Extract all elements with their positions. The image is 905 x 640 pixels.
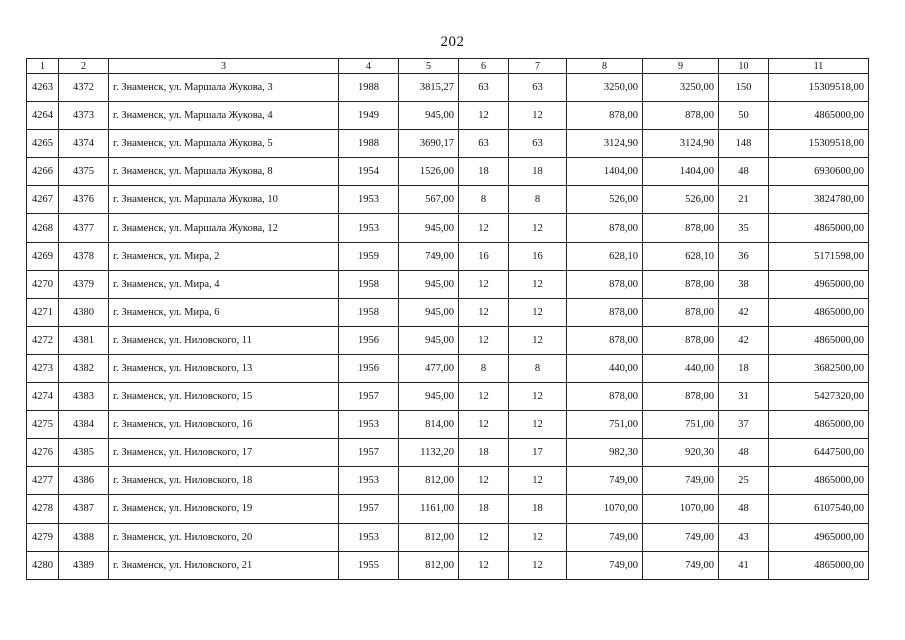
table-cell-col-10: 42 <box>719 326 769 354</box>
table-cell-col-6: 12 <box>459 383 509 411</box>
table-cell-col-4: 1949 <box>339 102 399 130</box>
table-cell-col-1: 4274 <box>27 383 59 411</box>
table-cell-col-9: 526,00 <box>643 186 719 214</box>
table-cell-col-9: 878,00 <box>643 298 719 326</box>
table-cell-col-7: 12 <box>509 102 567 130</box>
table-cell-col-5: 749,00 <box>399 242 459 270</box>
table-cell-col-5: 945,00 <box>399 102 459 130</box>
table-cell-col-8: 878,00 <box>567 214 643 242</box>
table-row <box>27 326 869 354</box>
table-cell-col-2: 4387 <box>59 495 109 523</box>
table-row <box>27 186 869 214</box>
table-cell-col-5: 477,00 <box>399 354 459 382</box>
table-cell-col-1: 4268 <box>27 214 59 242</box>
table-cell-col-1: 4272 <box>27 326 59 354</box>
table-cell-col-10: 36 <box>719 242 769 270</box>
table-cell-col-1: 4278 <box>27 495 59 523</box>
table-cell-col-10: 35 <box>719 214 769 242</box>
table-cell-col-3: г. Знаменск, ул. Маршала Жукова, 10 <box>109 186 339 214</box>
table-cell-col-10: 150 <box>719 74 769 102</box>
table-cell-col-4: 1958 <box>339 270 399 298</box>
table-cell-col-2: 4373 <box>59 102 109 130</box>
housing-registry-table <box>26 58 869 580</box>
table-cell-col-11: 4865000,00 <box>769 102 869 130</box>
table-cell-col-2: 4383 <box>59 383 109 411</box>
table-cell-col-5: 945,00 <box>399 298 459 326</box>
table-cell-col-4: 1957 <box>339 439 399 467</box>
table-cell-col-10: 37 <box>719 411 769 439</box>
table-cell-col-1: 4279 <box>27 523 59 551</box>
table-cell-col-2: 4388 <box>59 523 109 551</box>
table-cell-col-8: 3124,90 <box>567 130 643 158</box>
table-cell-col-4: 1953 <box>339 186 399 214</box>
table-cell-col-4: 1955 <box>339 551 399 579</box>
table-cell-col-10: 38 <box>719 270 769 298</box>
table-cell-col-8: 878,00 <box>567 298 643 326</box>
table-row <box>27 495 869 523</box>
table-cell-col-2: 4374 <box>59 130 109 158</box>
table-cell-col-10: 25 <box>719 467 769 495</box>
table-cell-col-11: 3682500,00 <box>769 354 869 382</box>
table-cell-col-6: 12 <box>459 411 509 439</box>
table-cell-col-7: 63 <box>509 130 567 158</box>
table-cell-col-9: 878,00 <box>643 102 719 130</box>
table-cell-col-3: г. Знаменск, ул. Мира, 2 <box>109 242 339 270</box>
column-header-3: 3 <box>109 59 339 74</box>
table-cell-col-7: 8 <box>509 354 567 382</box>
table-cell-col-11: 6930600,00 <box>769 158 869 186</box>
table-cell-col-5: 3815,27 <box>399 74 459 102</box>
table-cell-col-6: 18 <box>459 158 509 186</box>
table-row <box>27 467 869 495</box>
table-cell-col-1: 4277 <box>27 467 59 495</box>
table-cell-col-9: 749,00 <box>643 551 719 579</box>
table-cell-col-10: 48 <box>719 439 769 467</box>
table-cell-col-7: 17 <box>509 439 567 467</box>
table-cell-col-2: 4376 <box>59 186 109 214</box>
table-cell-col-6: 12 <box>459 326 509 354</box>
table-cell-col-8: 526,00 <box>567 186 643 214</box>
table-cell-col-8: 878,00 <box>567 102 643 130</box>
column-header-1: 1 <box>27 59 59 74</box>
table-row <box>27 354 869 382</box>
table-cell-col-8: 878,00 <box>567 270 643 298</box>
table-cell-col-8: 1404,00 <box>567 158 643 186</box>
table-cell-col-2: 4385 <box>59 439 109 467</box>
table-cell-col-9: 1404,00 <box>643 158 719 186</box>
table-cell-col-4: 1988 <box>339 130 399 158</box>
table-cell-col-6: 18 <box>459 495 509 523</box>
table-cell-col-2: 4386 <box>59 467 109 495</box>
table-cell-col-4: 1988 <box>339 74 399 102</box>
table-cell-col-11: 3824780,00 <box>769 186 869 214</box>
page-number: 202 <box>440 34 465 50</box>
table-cell-col-9: 749,00 <box>643 467 719 495</box>
table-cell-col-10: 42 <box>719 298 769 326</box>
table-cell-col-11: 4965000,00 <box>769 523 869 551</box>
table-cell-col-7: 12 <box>509 523 567 551</box>
table-cell-col-9: 878,00 <box>643 326 719 354</box>
table-cell-col-4: 1956 <box>339 354 399 382</box>
table-cell-col-7: 16 <box>509 242 567 270</box>
table-cell-col-11: 15309518,00 <box>769 130 869 158</box>
table-cell-col-2: 4375 <box>59 158 109 186</box>
table-cell-col-3: г. Знаменск, ул. Маршала Жукова, 5 <box>109 130 339 158</box>
table-cell-col-3: г. Знаменск, ул. Ниловского, 15 <box>109 383 339 411</box>
table-cell-col-4: 1954 <box>339 158 399 186</box>
table-cell-col-5: 812,00 <box>399 467 459 495</box>
table-cell-col-6: 12 <box>459 551 509 579</box>
table-cell-col-1: 4276 <box>27 439 59 467</box>
table-cell-col-8: 878,00 <box>567 326 643 354</box>
table-cell-col-4: 1957 <box>339 495 399 523</box>
table-cell-col-7: 12 <box>509 467 567 495</box>
table-cell-col-8: 749,00 <box>567 551 643 579</box>
table-cell-col-1: 4265 <box>27 130 59 158</box>
table-cell-col-2: 4372 <box>59 74 109 102</box>
table-cell-col-7: 8 <box>509 186 567 214</box>
table-cell-col-11: 4865000,00 <box>769 298 869 326</box>
table-cell-col-2: 4378 <box>59 242 109 270</box>
table-cell-col-7: 12 <box>509 270 567 298</box>
table-cell-col-6: 12 <box>459 523 509 551</box>
table-cell-col-8: 3250,00 <box>567 74 643 102</box>
table-cell-col-10: 50 <box>719 102 769 130</box>
table-cell-col-6: 18 <box>459 439 509 467</box>
table-cell-col-7: 12 <box>509 551 567 579</box>
table-cell-col-8: 982,30 <box>567 439 643 467</box>
table-cell-col-2: 4377 <box>59 214 109 242</box>
table-cell-col-5: 1161,00 <box>399 495 459 523</box>
table-cell-col-8: 440,00 <box>567 354 643 382</box>
column-header-2: 2 <box>59 59 109 74</box>
table-cell-col-2: 4389 <box>59 551 109 579</box>
table-cell-col-7: 12 <box>509 411 567 439</box>
table-cell-col-10: 48 <box>719 158 769 186</box>
table-cell-col-10: 148 <box>719 130 769 158</box>
table-row <box>27 298 869 326</box>
column-header-8: 8 <box>567 59 643 74</box>
table-cell-col-7: 12 <box>509 383 567 411</box>
table-cell-col-5: 812,00 <box>399 551 459 579</box>
column-header-11: 11 <box>769 59 869 74</box>
table-cell-col-3: г. Знаменск, ул. Ниловского, 21 <box>109 551 339 579</box>
table-cell-col-10: 41 <box>719 551 769 579</box>
table-row <box>27 270 869 298</box>
table-cell-col-10: 48 <box>719 495 769 523</box>
table-cell-col-4: 1959 <box>339 242 399 270</box>
column-header-6: 6 <box>459 59 509 74</box>
table-row <box>27 74 869 102</box>
table-cell-col-3: г. Знаменск, ул. Ниловского, 19 <box>109 495 339 523</box>
table-cell-col-5: 567,00 <box>399 186 459 214</box>
table-cell-col-5: 3690,17 <box>399 130 459 158</box>
table-cell-col-3: г. Знаменск, ул. Ниловского, 11 <box>109 326 339 354</box>
table-cell-col-8: 1070,00 <box>567 495 643 523</box>
table-cell-col-6: 63 <box>459 74 509 102</box>
table-cell-col-1: 4264 <box>27 102 59 130</box>
table-cell-col-9: 628,10 <box>643 242 719 270</box>
table-row <box>27 214 869 242</box>
table-cell-col-5: 945,00 <box>399 383 459 411</box>
table-cell-col-11: 6447500,00 <box>769 439 869 467</box>
table-cell-col-5: 945,00 <box>399 270 459 298</box>
table-cell-col-4: 1956 <box>339 326 399 354</box>
table-cell-col-2: 4384 <box>59 411 109 439</box>
table-cell-col-4: 1953 <box>339 467 399 495</box>
table-cell-col-11: 4865000,00 <box>769 326 869 354</box>
table-cell-col-10: 21 <box>719 186 769 214</box>
table-cell-col-3: г. Знаменск, ул. Ниловского, 16 <box>109 411 339 439</box>
table-row <box>27 523 869 551</box>
table-cell-col-11: 6107540,00 <box>769 495 869 523</box>
column-header-5: 5 <box>399 59 459 74</box>
table-cell-col-1: 4263 <box>27 74 59 102</box>
table-cell-col-11: 4965000,00 <box>769 270 869 298</box>
table-cell-col-9: 751,00 <box>643 411 719 439</box>
table-cell-col-3: г. Знаменск, ул. Ниловского, 18 <box>109 467 339 495</box>
column-header-7: 7 <box>509 59 567 74</box>
table-cell-col-2: 4381 <box>59 326 109 354</box>
table-cell-col-6: 16 <box>459 242 509 270</box>
table-cell-col-2: 4379 <box>59 270 109 298</box>
table-cell-col-10: 18 <box>719 354 769 382</box>
table-cell-col-9: 878,00 <box>643 270 719 298</box>
table-cell-col-2: 4382 <box>59 354 109 382</box>
table-row <box>27 158 869 186</box>
table-cell-col-4: 1953 <box>339 411 399 439</box>
table-cell-col-8: 749,00 <box>567 467 643 495</box>
table-cell-col-2: 4380 <box>59 298 109 326</box>
table-cell-col-1: 4269 <box>27 242 59 270</box>
column-header-9: 9 <box>643 59 719 74</box>
table-row <box>27 439 869 467</box>
table-cell-col-6: 12 <box>459 298 509 326</box>
table-cell-col-9: 920,30 <box>643 439 719 467</box>
table-cell-col-5: 945,00 <box>399 214 459 242</box>
table-row <box>27 242 869 270</box>
table-cell-col-7: 12 <box>509 214 567 242</box>
table-body <box>27 74 869 580</box>
table-cell-col-3: г. Знаменск, ул. Ниловского, 17 <box>109 439 339 467</box>
table-cell-col-3: г. Знаменск, ул. Ниловского, 20 <box>109 523 339 551</box>
table-cell-col-1: 4266 <box>27 158 59 186</box>
table-cell-col-3: г. Знаменск, ул. Маршала Жукова, 12 <box>109 214 339 242</box>
table-cell-col-6: 63 <box>459 130 509 158</box>
table-row <box>27 102 869 130</box>
table-cell-col-11: 5427320,00 <box>769 383 869 411</box>
table-cell-col-3: г. Знаменск, ул. Мира, 4 <box>109 270 339 298</box>
table-cell-col-3: г. Знаменск, ул. Ниловского, 13 <box>109 354 339 382</box>
table-cell-col-9: 749,00 <box>643 523 719 551</box>
table-cell-col-3: г. Знаменск, ул. Маршала Жукова, 8 <box>109 158 339 186</box>
table-cell-col-7: 18 <box>509 158 567 186</box>
table-header-row <box>27 59 869 74</box>
table-cell-col-11: 4865000,00 <box>769 467 869 495</box>
table-row <box>27 383 869 411</box>
table-cell-col-6: 12 <box>459 467 509 495</box>
table-cell-col-5: 1526,00 <box>399 158 459 186</box>
table-cell-col-9: 878,00 <box>643 214 719 242</box>
table-cell-col-5: 945,00 <box>399 326 459 354</box>
table-cell-col-9: 3250,00 <box>643 74 719 102</box>
table-cell-col-6: 12 <box>459 214 509 242</box>
table-cell-col-1: 4267 <box>27 186 59 214</box>
table-cell-col-1: 4270 <box>27 270 59 298</box>
table-cell-col-11: 15309518,00 <box>769 74 869 102</box>
table-cell-col-9: 1070,00 <box>643 495 719 523</box>
table-cell-col-7: 63 <box>509 74 567 102</box>
table-cell-col-5: 814,00 <box>399 411 459 439</box>
table-cell-col-8: 878,00 <box>567 383 643 411</box>
table-cell-col-6: 8 <box>459 354 509 382</box>
table-cell-col-4: 1953 <box>339 523 399 551</box>
table-cell-col-9: 878,00 <box>643 383 719 411</box>
table-row <box>27 551 869 579</box>
column-header-10: 10 <box>719 59 769 74</box>
table-cell-col-1: 4275 <box>27 411 59 439</box>
table-cell-col-4: 1958 <box>339 298 399 326</box>
table-cell-col-6: 12 <box>459 102 509 130</box>
table-row <box>27 411 869 439</box>
table-cell-col-11: 4865000,00 <box>769 551 869 579</box>
table-cell-col-8: 749,00 <box>567 523 643 551</box>
table-cell-col-11: 4865000,00 <box>769 214 869 242</box>
table-cell-col-8: 628,10 <box>567 242 643 270</box>
table-cell-col-5: 1132,20 <box>399 439 459 467</box>
table-cell-col-7: 12 <box>509 298 567 326</box>
table-cell-col-3: г. Знаменск, ул. Мира, 6 <box>109 298 339 326</box>
table-cell-col-3: г. Знаменск, ул. Маршала Жукова, 3 <box>109 74 339 102</box>
table-cell-col-7: 18 <box>509 495 567 523</box>
table-cell-col-10: 43 <box>719 523 769 551</box>
table-cell-col-5: 812,00 <box>399 523 459 551</box>
table-cell-col-6: 8 <box>459 186 509 214</box>
table-cell-col-8: 751,00 <box>567 411 643 439</box>
table-cell-col-1: 4280 <box>27 551 59 579</box>
table-cell-col-11: 4865000,00 <box>769 411 869 439</box>
table-cell-col-9: 3124,90 <box>643 130 719 158</box>
column-header-4: 4 <box>339 59 399 74</box>
table-cell-col-7: 12 <box>509 326 567 354</box>
table-cell-col-10: 31 <box>719 383 769 411</box>
table-cell-col-11: 5171598,00 <box>769 242 869 270</box>
table-cell-col-1: 4273 <box>27 354 59 382</box>
table-cell-col-4: 1953 <box>339 214 399 242</box>
table-cell-col-9: 440,00 <box>643 354 719 382</box>
table-cell-col-3: г. Знаменск, ул. Маршала Жукова, 4 <box>109 102 339 130</box>
table-cell-col-4: 1957 <box>339 383 399 411</box>
table-cell-col-6: 12 <box>459 270 509 298</box>
table-row <box>27 130 869 158</box>
table-cell-col-1: 4271 <box>27 298 59 326</box>
